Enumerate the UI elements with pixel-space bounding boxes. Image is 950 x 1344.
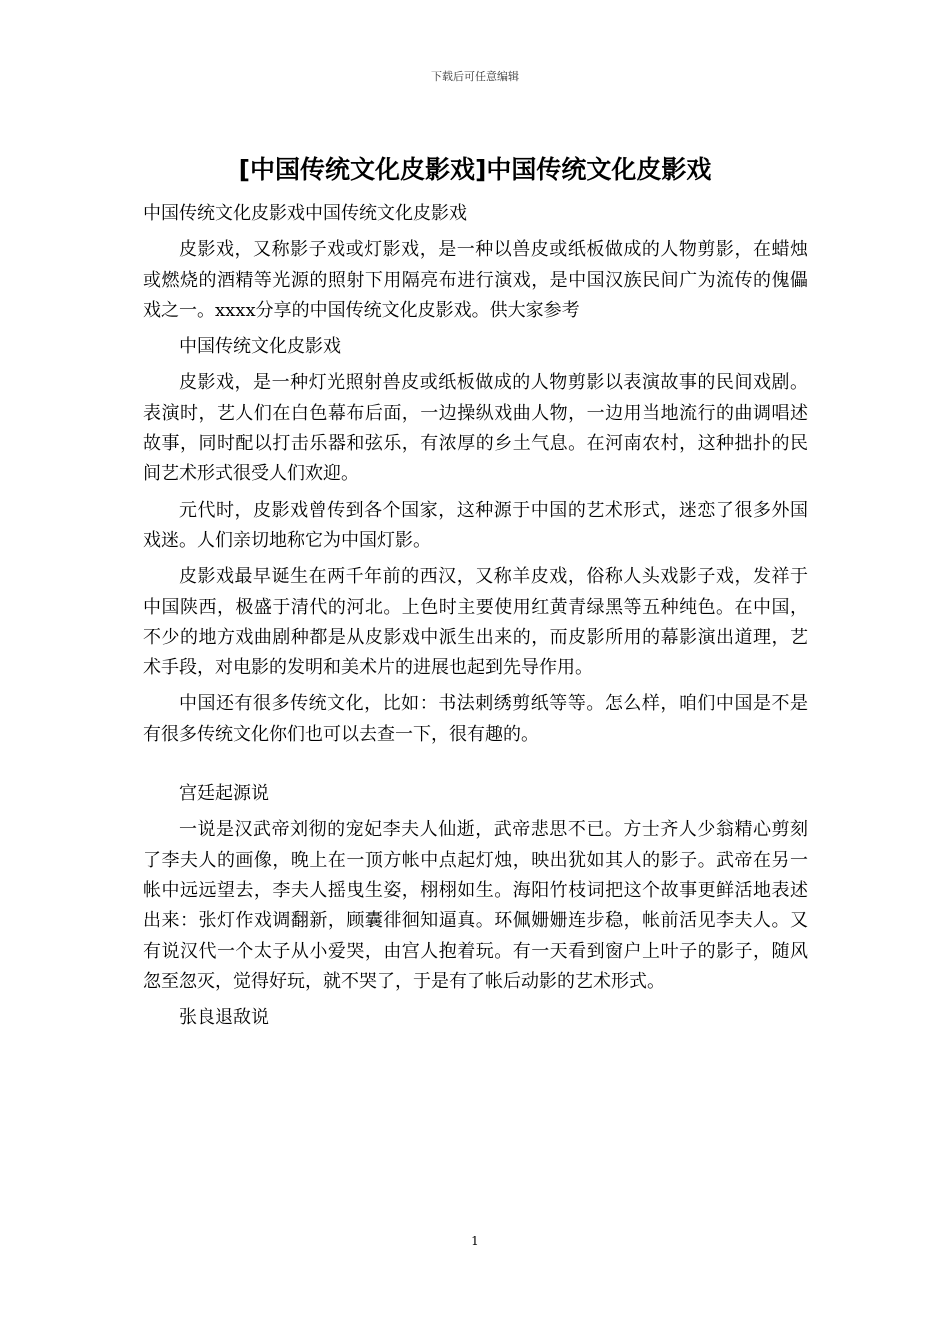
body-paragraph: 一说是汉武帝刘彻的宠妃李夫人仙逝，武帝悲思不已。方士齐人少翁精心剪刻了李夫人的画像，晚上在一顶方帐中点起灯烛，映出犹如其人的影子。武帝在另一帐中远远望去，李夫人摇曳生姿，栩栩如生。海阳竹枝词把这个故事更鲜活地表述出来：张灯作戏调翻新，顾囊徘徊知逼真。环佩姗姗连步稳，帐前活见李夫人。又有说汉代一个太子从小爱哭，由宫人抱着玩。有一天看到窗户上叶子的影子，随风忽至忽灭，觉得好玩，就不哭了，于是有了帐后动影的艺术形式。 <box>143 819 808 992</box>
page-header-note: 下载后可任意编辑 <box>431 70 519 83</box>
document-title: [中国传统文化皮影戏]中国传统文化皮影戏 <box>238 155 712 184</box>
intro-paragraph: 皮影戏，又称影子戏或灯影戏，是一种以兽皮或纸板做成的人物剪影，在蜡烛或燃烧的酒精等光源的照射下用隔亮布进行演戏，是中国汉族民间广为流传的傀儡戏之一。xxxx分享的中国传统文化皮影戏。供大家参考 <box>143 239 808 321</box>
page-number: 1 <box>471 1234 479 1248</box>
body-paragraph: 皮影戏，是一种灯光照射兽皮或纸板做成的人物剪影以表演故事的民间戏剧。表演时，艺人们在白色幕布后面，一边操纵戏曲人物，一边用当地流行的曲调唱述故事，同时配以打击乐器和弦乐，有浓厚的乡土气息。在河南农村，这种拙扑的民间艺术形式很受人们欢迎。 <box>143 372 808 485</box>
body-paragraph: 皮影戏最早诞生在两千年前的西汉，又称羊皮戏，俗称人头戏影子戏，发祥于中国陕西，极盛于清代的河北。上色时主要使用红黄青绿黑等五种纯色。在中国，不少的地方戏曲剧种都是从皮影戏中派生出来的，而皮影所用的幕影演出道理，艺术手段，对电影的发明和美术片的进展也起到先导作用。 <box>143 566 808 679</box>
subtitle-paragraph: 中国传统文化皮影戏中国传统文化皮影戏 <box>143 203 467 224</box>
section-heading-zhangliang: 张良退敌说 <box>179 1007 269 1029</box>
section-heading: 中国传统文化皮影戏 <box>179 336 341 358</box>
body-paragraph: 中国还有很多传统文化，比如：书法刺绣剪纸等等。怎么样，咱们中国是不是有很多传统文化你们也可以去查一下，很有趣的。 <box>143 693 808 745</box>
document-body <box>143 199 808 1039</box>
section-heading-palace-origin: 宫廷起源说 <box>179 783 269 805</box>
body-paragraph: 元代时，皮影戏曾传到各个国家，这种源于中国的艺术形式，迷恋了很多外国戏迷。人们亲切地称它为中国灯影。 <box>143 499 808 551</box>
